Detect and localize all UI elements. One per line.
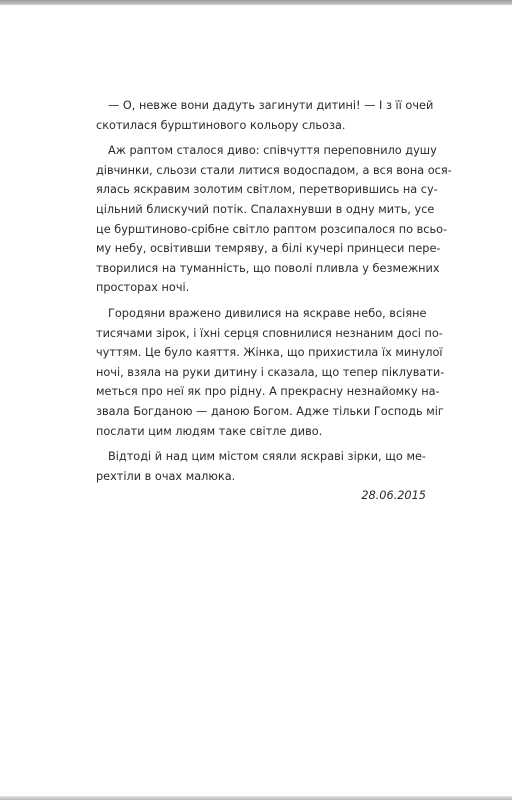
text-line: творилися на туманність, що поволі пливла у безмежних [96, 261, 440, 275]
date-signature: 28.06.2015 [361, 489, 426, 502]
text-line: тисячами зірок, і їхні серця сповнилися незнаним досі по- [96, 326, 443, 340]
bottom-divider [0, 796, 512, 800]
paragraph-4 [96, 447, 426, 486]
text-line: звала Богданою — даною Богом. Адже тільки Господь міг [96, 404, 444, 418]
text-line: Городяни вражено дивилися на яскраве небо, всіяне [108, 306, 427, 320]
text-line: меться про неї як про рідну. А прекрасну незнайомку на- [96, 385, 440, 399]
text-line: ялась яскравим золотим світлом, перетворившись на су- [96, 183, 438, 197]
text-line: цільний блискучий потік. Спалахнувши в одну мить, усе [96, 202, 435, 216]
text-line: дівчинки, сльози стали литися водоспадом, а вся вона ося- [96, 163, 452, 177]
text-line: просторах ночі. [96, 281, 190, 295]
top-divider [0, 0, 512, 5]
paragraph-2 [96, 141, 452, 298]
paragraph-3 [96, 304, 445, 441]
text-line: му небу, освітивши темряву, а білі кучері принцеси пере- [96, 242, 441, 256]
text-line: Відтоді й над цим містом сяяли яскраві зірки, що ме- [108, 450, 426, 464]
body-text [96, 96, 452, 492]
text-line: ночі, взяла на руки дитину і сказала, що тепер піклувати- [96, 365, 445, 379]
text-line: чуттям. Це було каяття. Жінка, що прихистила їх минулої [96, 346, 443, 360]
paragraph-1 [96, 96, 434, 135]
text-line: — О, невже вони дадуть загинути дитині! — І з її очей [108, 99, 434, 112]
text-line: рехтіли в очах малюка. [96, 469, 236, 483]
text-line: скотилася бурштинового кольору сльоза. [96, 118, 346, 132]
text-line: послати цим людям таке світле диво. [96, 424, 323, 438]
text-line: це бурштиново-срібне світло раптом розсипалося по всьо- [96, 222, 448, 236]
text-line: Аж раптом сталося диво: співчуття переповнило душу [108, 144, 437, 158]
